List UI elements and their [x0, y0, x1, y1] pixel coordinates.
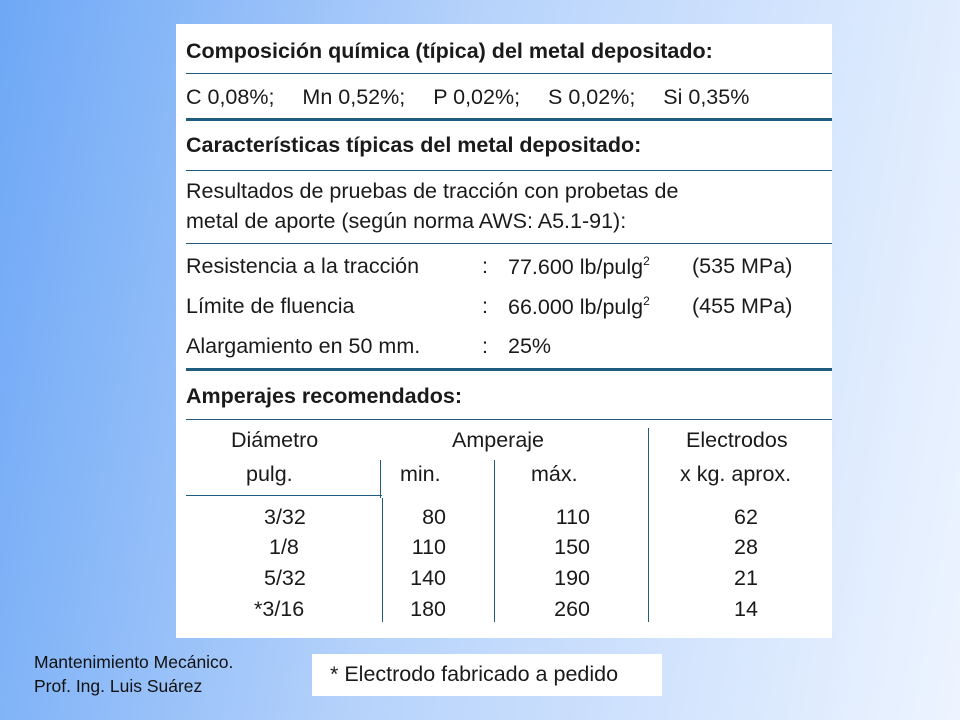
row-min: 180	[410, 597, 446, 621]
divider	[186, 243, 832, 244]
property-mpa: (535 MPa)	[692, 254, 793, 278]
column-divider	[382, 498, 383, 622]
divider	[186, 73, 832, 74]
header-min: min.	[400, 462, 441, 486]
row-electrodes: 21	[734, 566, 758, 590]
divider	[186, 419, 832, 420]
property-separator: :	[482, 254, 488, 278]
composition-values	[186, 82, 832, 112]
property-value: 77.600 lb/pulg$^2$	[508, 254, 650, 279]
characteristics-title: Características típicas del metal depositado:	[186, 133, 642, 157]
spec-card	[176, 24, 832, 638]
tensile-test-description-line2: metal de aporte (según norma AWS: A5.1-91):	[186, 209, 627, 233]
property-label: Resistencia a la tracción	[186, 254, 420, 278]
property-label: Límite de fluencia	[186, 294, 355, 318]
header-electrodes-unit: x kg. aprox.	[680, 462, 792, 486]
column-divider	[648, 428, 649, 622]
property-value: 66.000 lb/pulg$^2$	[508, 294, 650, 319]
author-footer	[34, 650, 233, 698]
row-max: 110	[555, 505, 590, 529]
row-min: 80	[422, 505, 446, 529]
section-divider	[186, 118, 832, 121]
author-name: Prof. Ing. Luis Suárez	[34, 676, 203, 696]
row-max: 150	[554, 535, 590, 559]
header-divider	[186, 495, 382, 496]
row-diameter: 3/32	[264, 505, 306, 529]
property-mpa: (455 MPa)	[692, 294, 793, 318]
footnote-box	[312, 654, 662, 696]
property-label: Alargamiento en 50 mm.	[186, 334, 421, 358]
row-min: 140	[410, 566, 446, 590]
header-amperage: Amperaje	[452, 428, 545, 452]
property-separator: :	[482, 334, 488, 358]
header-diameter-unit: pulg.	[246, 462, 293, 486]
header-electrodes: Electrodos	[686, 428, 788, 452]
tensile-test-description-line1: Resultados de pruebas de tracción con probetas de	[186, 179, 679, 203]
header-diameter: Diámetro	[231, 428, 319, 452]
course-name: Mantenimiento Mecánico.	[34, 652, 234, 672]
row-max: 190	[554, 566, 590, 590]
row-diameter: *3/16	[254, 597, 305, 621]
silicon-value: Si 0,35%	[663, 85, 750, 109]
row-max: 260	[554, 597, 590, 621]
header-max: máx.	[531, 462, 578, 486]
property-value: 25%	[508, 334, 552, 358]
manganese-value: Mn 0,52%;	[302, 85, 406, 109]
divider	[186, 170, 832, 171]
composition-title: Composición química (típica) del metal depositado:	[186, 39, 713, 63]
row-diameter: 1/8	[269, 535, 299, 559]
footnote-text: * Electrodo fabricado a pedido	[330, 662, 619, 686]
row-electrodes: 62	[734, 505, 758, 529]
sulfur-value: S 0,02%;	[548, 85, 636, 109]
column-divider	[380, 460, 381, 498]
property-separator: :	[482, 294, 488, 318]
row-diameter: 5/32	[264, 566, 306, 590]
section-divider	[186, 368, 832, 371]
carbon-value: C 0,08%;	[186, 85, 275, 109]
row-min: 110	[411, 535, 446, 559]
amperage-title: Amperajes recomendados:	[186, 384, 463, 408]
row-electrodes: 14	[734, 597, 758, 621]
column-divider	[494, 460, 495, 622]
phosphorus-value: P 0,02%;	[433, 85, 521, 109]
row-electrodes: 28	[734, 535, 758, 559]
